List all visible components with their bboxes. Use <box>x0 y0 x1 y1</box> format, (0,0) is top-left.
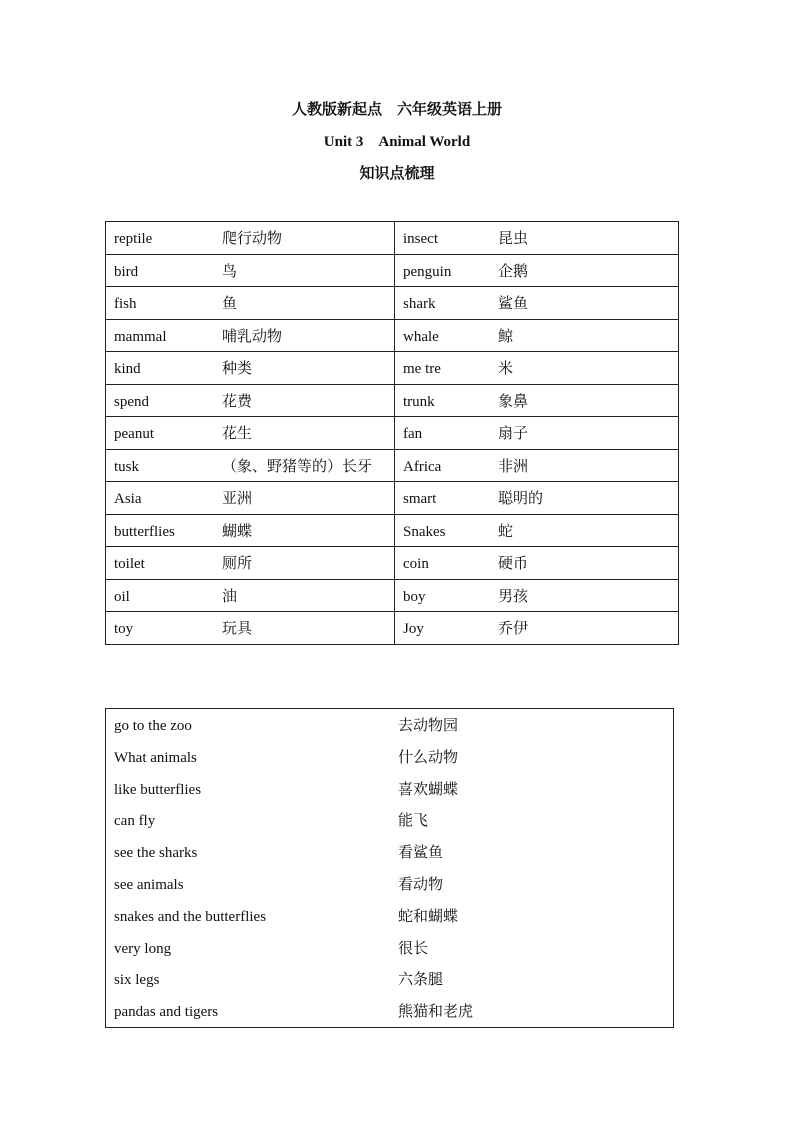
phrase-chinese: 看动物 <box>398 877 444 893</box>
chinese-meaning: 鲸 <box>498 328 514 345</box>
english-word: boy <box>403 588 426 605</box>
english-word: Snakes <box>403 523 446 540</box>
phrase-row <box>106 875 673 895</box>
vocabulary-cell-right <box>395 612 679 645</box>
phrase-row <box>106 748 673 768</box>
phrase-chinese: 六条腿 <box>398 972 444 989</box>
vocabulary-cell-right <box>395 482 679 515</box>
phrase-row <box>106 1002 673 1022</box>
english-word: bird <box>114 263 139 280</box>
english-word: spend <box>114 393 149 410</box>
english-word: coin <box>403 556 429 573</box>
vocabulary-cell-right <box>395 352 679 385</box>
vocabulary-cell-right <box>395 319 679 352</box>
vocabulary-row <box>106 449 679 482</box>
english-word: fish <box>114 296 137 313</box>
vocabulary-cell-left <box>106 417 395 450</box>
vocabulary-cell-right <box>395 579 679 612</box>
vocabulary-cell-left <box>106 287 395 320</box>
english-word: fan <box>403 426 423 443</box>
vocabulary-cell-left <box>106 319 395 352</box>
english-word: peanut <box>114 426 154 443</box>
chinese-meaning: 种类 <box>222 361 253 378</box>
english-word: Africa <box>403 458 442 475</box>
phrase-chinese: 能飞 <box>398 813 429 830</box>
chinese-meaning: 爬行动物 <box>222 231 283 248</box>
english-word: insect <box>403 231 438 248</box>
english-word: smart <box>403 491 437 508</box>
chinese-meaning: 象鼻 <box>498 393 529 410</box>
chinese-meaning: 硬币 <box>498 556 529 573</box>
vocabulary-row <box>106 222 679 255</box>
chinese-meaning: 扇子 <box>498 426 529 443</box>
section-title: 知识点梳理 <box>359 166 435 182</box>
english-word: shark <box>403 296 436 313</box>
phrase-english: What animals <box>114 749 197 766</box>
vocabulary-row <box>106 547 679 580</box>
chinese-meaning: （象、野猪等的）长牙 <box>222 458 373 475</box>
chinese-meaning: 哺乳动物 <box>222 328 283 345</box>
chinese-meaning: 乔伊 <box>498 621 529 638</box>
vocabulary-row <box>106 384 679 417</box>
vocabulary-cell-left <box>106 514 395 547</box>
phrase-english: go to the zoo <box>114 718 192 734</box>
phrase-row <box>106 907 673 927</box>
english-word: oil <box>114 588 130 605</box>
english-word: trunk <box>403 393 435 410</box>
chinese-meaning: 蝴蝶 <box>222 523 253 540</box>
chinese-meaning: 米 <box>498 361 514 378</box>
phrases-box <box>105 708 674 1028</box>
vocabulary-cell-left <box>106 579 395 612</box>
vocabulary-row <box>106 254 679 287</box>
vocabulary-cell-right <box>395 384 679 417</box>
english-word: toy <box>114 621 134 638</box>
chinese-meaning: 鱼 <box>222 296 238 313</box>
vocabulary-table-body <box>106 222 679 645</box>
phrase-row <box>106 780 673 800</box>
vocabulary-row <box>106 319 679 352</box>
phrase-english: snakes and the butterflies <box>114 908 267 925</box>
chinese-meaning: 蛇 <box>498 523 514 540</box>
phrase-english: like butterflies <box>114 781 202 798</box>
english-word: me tre <box>403 361 441 378</box>
chinese-meaning: 玩具 <box>222 621 253 638</box>
phrase-row <box>106 716 673 736</box>
phrase-chinese: 很长 <box>398 940 429 957</box>
chinese-meaning: 聪明的 <box>498 491 544 508</box>
phrase-chinese: 蛇和蝴蝶 <box>398 908 459 925</box>
english-word: whale <box>403 328 439 345</box>
english-word: toilet <box>114 556 145 573</box>
phrase-english: pandas and tigers <box>114 1004 219 1021</box>
chinese-meaning: 厕所 <box>222 556 253 573</box>
english-word: Joy <box>403 621 424 638</box>
phrase-english: see the sharks <box>114 845 198 862</box>
unit-title: Unit 3 Animal World <box>323 134 471 150</box>
chinese-meaning: 企鹅 <box>498 263 529 280</box>
vocabulary-cell-left <box>106 482 395 515</box>
vocabulary-cell-left <box>106 254 395 287</box>
chinese-meaning: 油 <box>222 588 238 605</box>
english-word: tusk <box>114 458 140 475</box>
phrase-english: can fly <box>114 813 156 830</box>
english-word: penguin <box>403 263 452 280</box>
vocabulary-cell-left <box>106 547 395 580</box>
vocabulary-table <box>105 221 679 645</box>
phrase-chinese: 喜欢蝴蝶 <box>398 781 459 798</box>
vocabulary-row <box>106 287 679 320</box>
vocabulary-row <box>106 514 679 547</box>
phrase-english: six legs <box>114 972 160 989</box>
vocabulary-cell-left <box>106 449 395 482</box>
chinese-meaning: 花费 <box>222 393 253 410</box>
phrase-chinese: 看鲨鱼 <box>398 845 444 862</box>
chinese-meaning: 男孩 <box>498 588 529 605</box>
vocabulary-cell-right <box>395 287 679 320</box>
english-word: mammal <box>114 328 167 345</box>
vocabulary-cell-left <box>106 384 395 417</box>
phrase-chinese: 什么动物 <box>398 749 459 766</box>
chinese-meaning: 亚洲 <box>222 491 253 508</box>
english-word: Asia <box>114 491 142 508</box>
phrase-row <box>106 811 673 831</box>
vocabulary-row <box>106 482 679 515</box>
phrase-row <box>106 939 673 959</box>
chinese-meaning: 非洲 <box>498 458 529 475</box>
vocabulary-cell-right <box>395 254 679 287</box>
vocabulary-cell-right <box>395 449 679 482</box>
vocabulary-cell-right <box>395 514 679 547</box>
chinese-meaning: 花生 <box>222 426 253 443</box>
phrase-chinese: 去动物园 <box>398 718 459 734</box>
document-title: 人教版新起点 六年级英语上册 <box>291 102 502 118</box>
english-word: butterflies <box>114 523 175 540</box>
vocabulary-cell-left <box>106 612 395 645</box>
vocabulary-cell-left <box>106 222 395 255</box>
phrase-chinese: 熊猫和老虎 <box>398 1004 474 1021</box>
vocabulary-cell-left <box>106 352 395 385</box>
vocabulary-cell-right <box>395 222 679 255</box>
english-word: kind <box>114 361 141 378</box>
vocabulary-cell-right <box>395 547 679 580</box>
phrase-english: very long <box>114 940 172 957</box>
vocabulary-row <box>106 579 679 612</box>
vocabulary-row <box>106 352 679 385</box>
vocabulary-row <box>106 417 679 450</box>
chinese-meaning: 鲨鱼 <box>498 296 529 313</box>
chinese-meaning: 昆虫 <box>498 231 529 248</box>
phrase-english: see animals <box>114 877 184 893</box>
vocabulary-cell-right <box>395 417 679 450</box>
phrase-row <box>106 970 673 990</box>
chinese-meaning: 鸟 <box>222 263 238 280</box>
phrase-row <box>106 843 673 863</box>
vocabulary-row <box>106 612 679 645</box>
english-word: reptile <box>114 231 153 248</box>
